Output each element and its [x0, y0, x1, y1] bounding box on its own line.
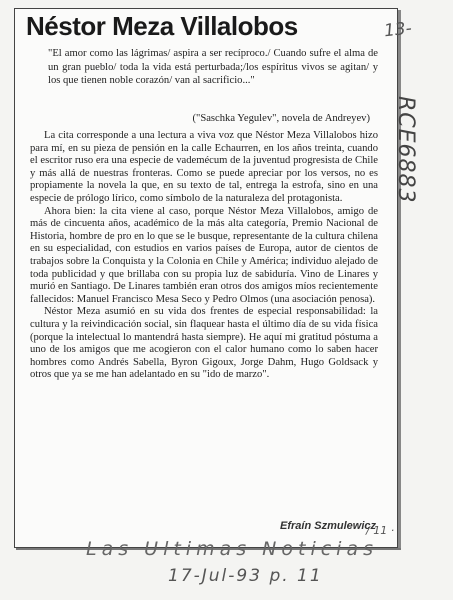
article-body	[30, 130, 378, 382]
article-author: Efraín Szmulewicz	[280, 520, 376, 532]
article-paragraph: Néstor Meza asumió en su vida dos frentes de especial responsabilidad: la cultura y la reivindicación social, sin flaquear hasta el último día de su vida física (porque la intelectual lo mantendrá hasta siempre). He aquí mi gratitud póstuma a uno de los amigos que me acogieron con el calor humano como lo saben hacer hombres como Andrés Sabella, Byron Gigoux, Jorge Dahm, Hugo Goldsack y otros que ya se me han adelantado en su "ido de marzo".	[30, 306, 378, 381]
handwritten-date: 17-Jul-93 p. 11	[168, 566, 323, 586]
epigraph-quote: "El amor como las lágrimas/ aspira a ser recíproco./ Cuando sufre el alma de un gran pueblo/ toda la vida está perturbada;/los espíritus vivos se agitan/ y los que tienen noble corazón/ van al sacrificio..."	[48, 48, 378, 87]
clipping-shadow	[398, 10, 401, 550]
article-paragraph: Ahora bien: la cita viene al caso, porque Néstor Meza Villalobos, amigo de más de cincuenta años, académico de la más alta categoría, Premio Nacional de Historia, hombre de pro en lo que se le busque, representante de la cultura chilena en su especialidad, con estudios en varios países de Europa, autor de cientos de trabajos sobre la Conquista y la Colonia en Chile y América; individuo alejado de toda publicidad y que brillaba con su propia luz de sabiduría. Vino de Linares y murió en Santiago. De Linares también eran otros dos amigos míos recientemente fallecidos: Manuel Francisco Mesa Seco y Pedro Olmos (una asociación penosa).	[30, 205, 378, 305]
article-paragraph: La cita corresponde a una lectura a viva voz que Néstor Meza Villalobos hizo para mí, en su pieza de pensión en la calle Echaurren, en los años treinta, cuando el escritor ruso era una especie de vademécum de la juventud progresista de Chile y más allá de nuestras fronteras. Como se puede apreciar por los versos, no es propiamente la novela la que, en su texto de tal, entrega la estrofa, sino en una especie de prólogo lírico, como símbolo de la naturaleza del protagonista.	[30, 130, 378, 204]
handwritten-mark: / 11 ·	[366, 524, 395, 537]
epigraph-source: ("Saschka Yegulev", novela de Andreyev)	[192, 113, 370, 124]
handwritten-page-number: 13-	[383, 18, 413, 42]
handwritten-source: Las Ultimas Noticias	[86, 538, 379, 560]
article-headline: Néstor Meza Villalobos	[26, 11, 298, 41]
handwritten-catalog-code: RCE6883	[393, 96, 418, 204]
